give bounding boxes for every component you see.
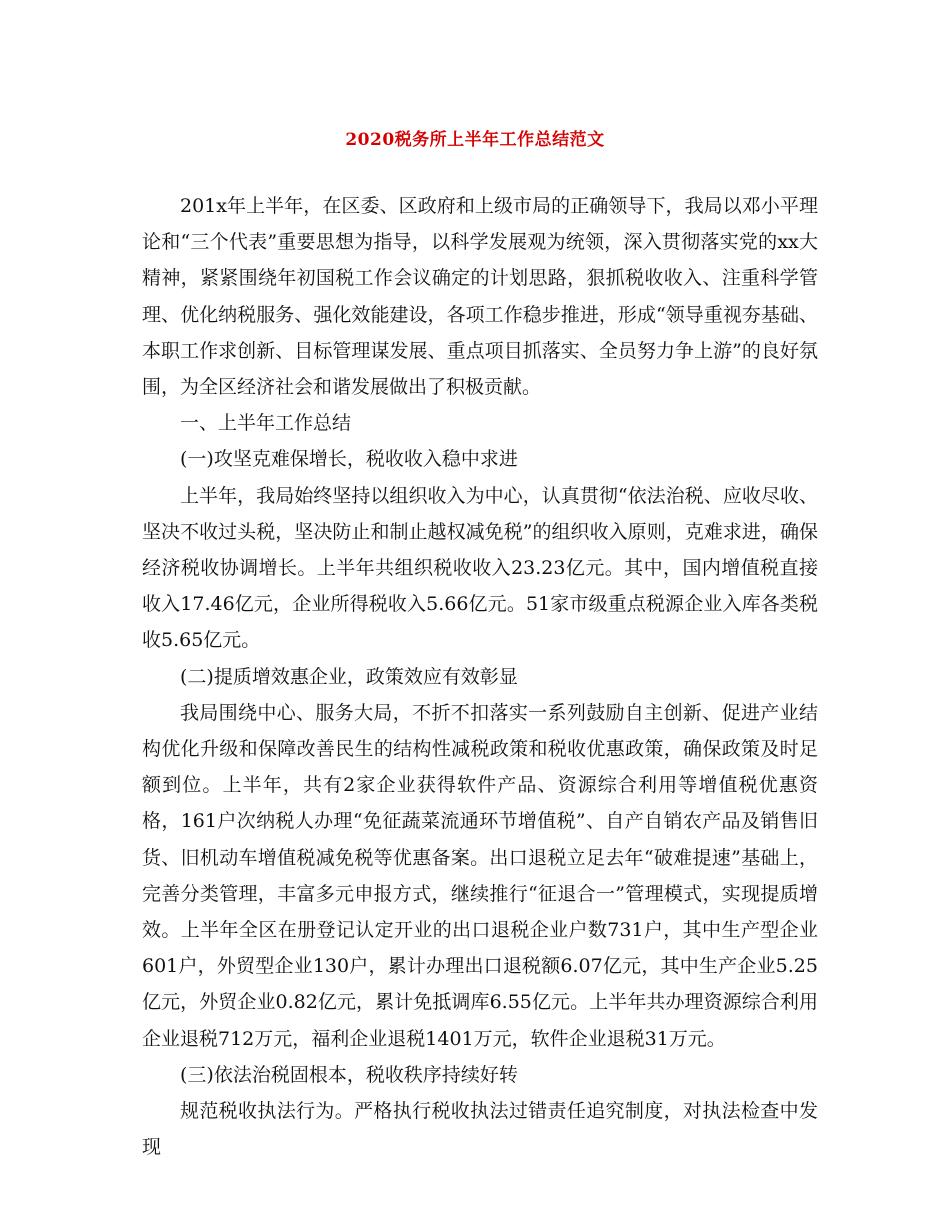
- subsection-heading: (二)提质增效惠企业，政策效应有效彰显: [180, 665, 518, 688]
- body-paragraph: 上半年，我局始终坚持以组织收入为中心，认真贯彻“依法治税、应收尽收、坚决不收过头税，坚决防止和制止越权减免税”的组织收入原则，克难求进，确保经济税收协调增长。上半年共组织税收收入23.23亿元。其中，国内增值税直接收入17.46亿元，企业所得税收入5.66亿元。51家市级重点税源企业入库各类税收5.65亿元。: [142, 484, 818, 652]
- section-heading: 一、上半年工作总结: [180, 412, 352, 435]
- document-body: [142, 188, 818, 1165]
- intro-paragraph: 201x年上半年，在区委、区政府和上级市局的正确领导下，我局以邓小平理论和“三个代表”重要思想为指导，以科学发展观为统领，深入贯彻落实党的xx大精神，紧紧围绕年初国税工作会议确定的计划思路，狠抓税收收入、注重科学管理、优化纳税服务、强化效能建设，各项工作稳步推进，形成“领导重视夯基础、本职工作求创新、目标管理谋发展、重点项目抓落实、全员努力争上游”的良好氛围，为全区经济社会和谐发展做出了积极贡献。: [142, 195, 818, 399]
- body-paragraph: 我局围绕中心、服务大局，不折不扣落实一系列鼓励自主创新、促进产业结构优化升级和保障改善民生的结构性减税政策和税收优惠政策，确保政策及时足额到位。上半年，共有2家企业获得软件产品、资源综合利用等增值税优惠资格，161户次纳税人办理“免征蔬菜流通环节增值税”、自产自销农产品及销售旧货、旧机动车增值税减免税等优惠备案。出口退税立足去年“破难提速”基础上，完善分类管理，丰富多元申报方式，继续推行“征退合一”管理模式，实现提质增效。上半年全区在册登记认定开业的出口退税企业户数731户，其中生产型企业601户，外贸型企业130户，累计办理出口退税额6.07亿元，其中生产企业5.25亿元，外贸企业0.82亿元，累计免抵调库6.55亿元。上半年共办理资源综合利用企业退税712万元，福利企业退税1401万元，软件企业退税31万元。: [142, 701, 818, 1050]
- body-paragraph: 规范税收执法行为。严格执行税收执法过错责任追究制度，对执法检查中发现: [142, 1100, 818, 1159]
- subsection-heading: (一)攻坚克难保增长，税收收入稳中求进: [180, 448, 518, 471]
- subsection-heading: (三)依法治税固根本，税收秩序持续好转: [180, 1063, 518, 1086]
- document-title: 2020税务所上半年工作总结范文: [345, 130, 605, 150]
